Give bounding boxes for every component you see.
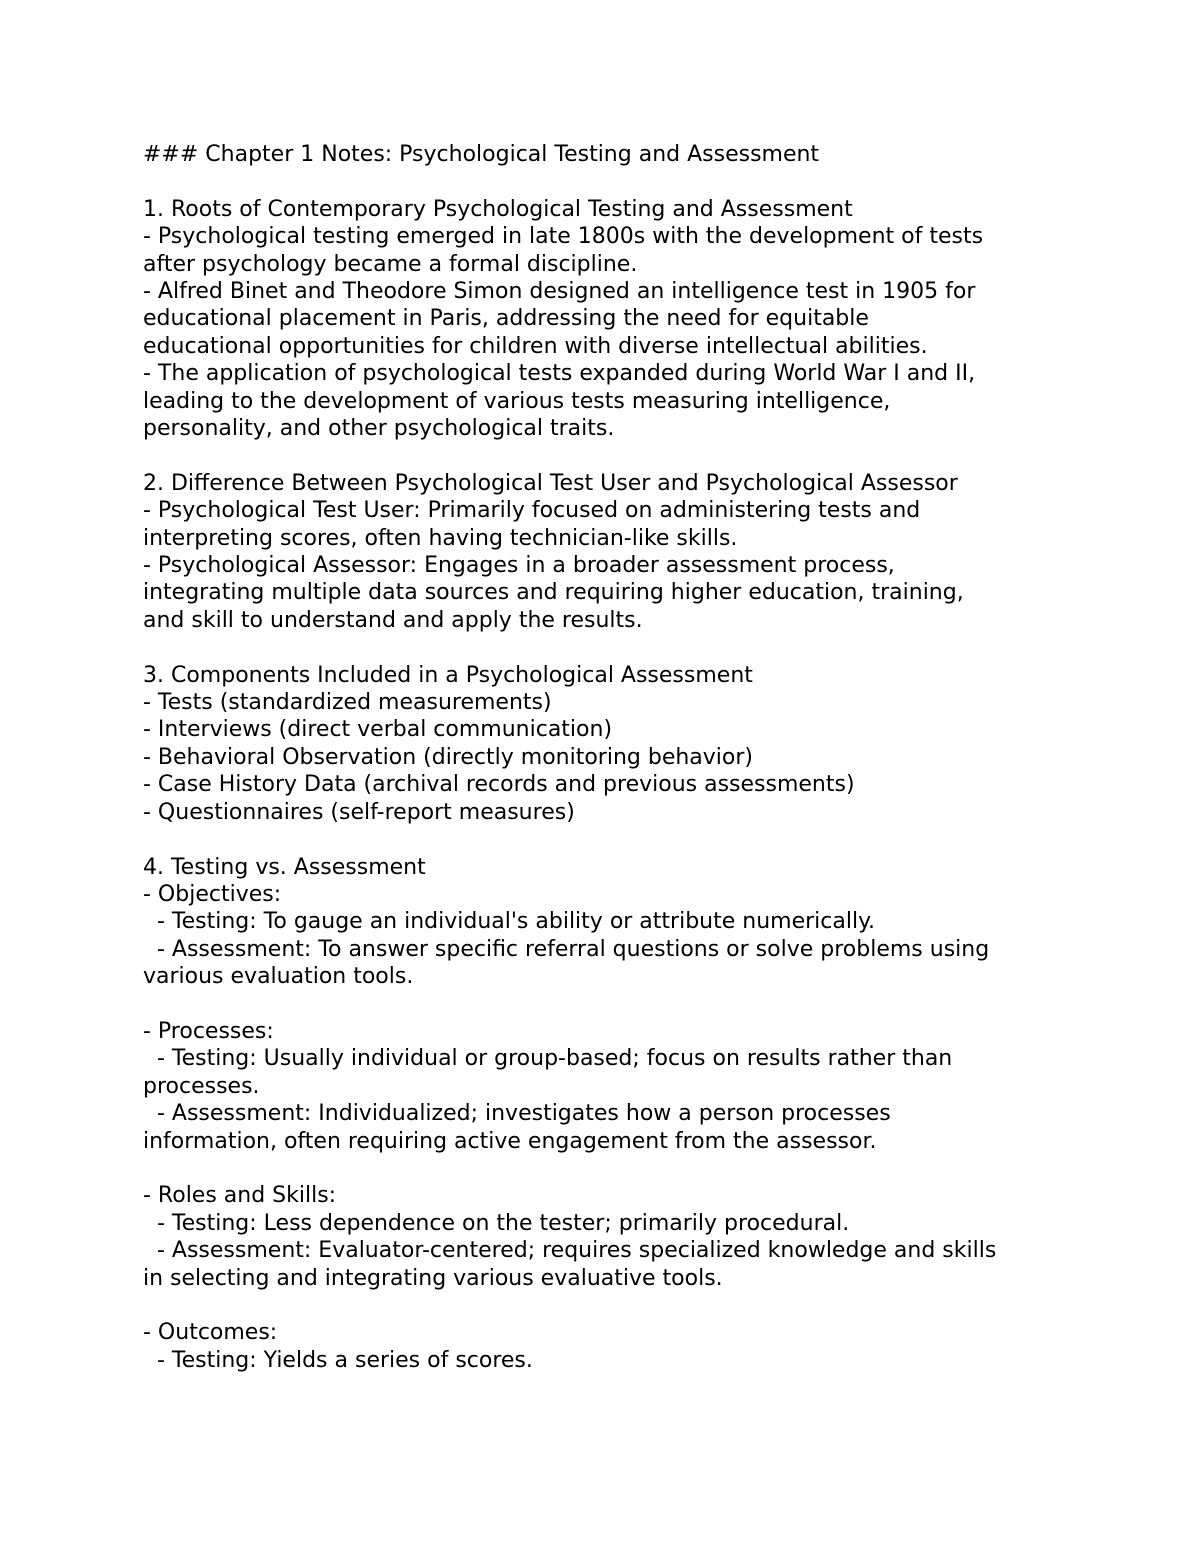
text-line: interpreting scores, often having technician-like skills. [143, 525, 738, 551]
blank-line [143, 168, 1063, 195]
text-line: - Behavioral Observation (directly monitoring behavior) [143, 744, 754, 770]
text-line: 2. Difference Between Psychological Test User and Psychological Assessor [143, 470, 958, 496]
text-line: - Interviews (direct verbal communication) [143, 717, 613, 743]
text-line: 4. Testing vs. Assessment [143, 854, 426, 880]
text-line: - Psychological testing emerged in late 1800s with the development of tests [143, 224, 984, 250]
text-line: - Case History Data (archival records and previous assessments) [143, 772, 855, 798]
text-line: information, often requiring active engagement from the assessor. [143, 1128, 877, 1154]
blank-line [143, 634, 1063, 661]
text-line: educational placement in Paris, addressing the need for equitable [143, 306, 869, 332]
text-line: - Roles and Skills: [143, 1183, 337, 1209]
text-line: - Testing: Less dependence on the tester; primarily procedural. [143, 1210, 850, 1236]
text-line: processes. [143, 1073, 260, 1099]
blank-line [143, 1155, 1063, 1182]
text-line: in selecting and integrating various evaluative tools. [143, 1265, 723, 1291]
text-line: - Processes: [143, 1018, 274, 1044]
document-body [143, 141, 1063, 1374]
text-line: - Objectives: [143, 881, 282, 907]
blank-line [143, 1292, 1063, 1319]
text-line: educational opportunities for children with diverse intellectual abilities. [143, 333, 928, 359]
text-line: - The application of psychological tests expanded during World War I and II, [143, 361, 976, 387]
text-line: - Assessment: Individualized; investigates how a person processes [143, 1101, 891, 1127]
text-line: 3. Components Included in a Psychological Assessment [143, 662, 753, 688]
text-line: 1. Roots of Contemporary Psychological Testing and Assessment [143, 196, 853, 222]
blank-line [143, 442, 1063, 469]
text-line: integrating multiple data sources and requiring higher education, training, [143, 580, 964, 606]
text-line: ### Chapter 1 Notes: Psychological Testing and Assessment [143, 142, 820, 167]
text-line: various evaluation tools. [143, 964, 414, 990]
text-line: - Testing: Usually individual or group-based; focus on results rather than [143, 1046, 953, 1072]
text-line: - Psychological Test User: Primarily focused on administering tests and [143, 498, 921, 524]
text-line: - Assessment: Evaluator-centered; requires specialized knowledge and skills [143, 1238, 997, 1264]
blank-line [143, 826, 1063, 853]
text-line: - Alfred Binet and Theodore Simon designed an intelligence test in 1905 for [143, 279, 976, 305]
text-line: personality, and other psychological traits. [143, 416, 615, 442]
blank-line [143, 991, 1063, 1018]
text-line: - Tests (standardized measurements) [143, 690, 552, 716]
text-line: after psychology became a formal discipline. [143, 251, 638, 277]
text-line: and skill to understand and apply the results. [143, 607, 643, 633]
text-line: - Testing: Yields a series of scores. [143, 1347, 533, 1373]
text-line: - Psychological Assessor: Engages in a broader assessment process, [143, 553, 895, 579]
text-line: - Assessment: To answer specific referral questions or solve problems using [143, 936, 990, 962]
text-line: leading to the development of various tests measuring intelligence, [143, 388, 891, 414]
text-line: - Outcomes: [143, 1320, 278, 1346]
text-line: - Testing: To gauge an individual's ability or attribute numerically. [143, 909, 875, 935]
text-line: - Questionnaires (self-report measures) [143, 799, 575, 825]
